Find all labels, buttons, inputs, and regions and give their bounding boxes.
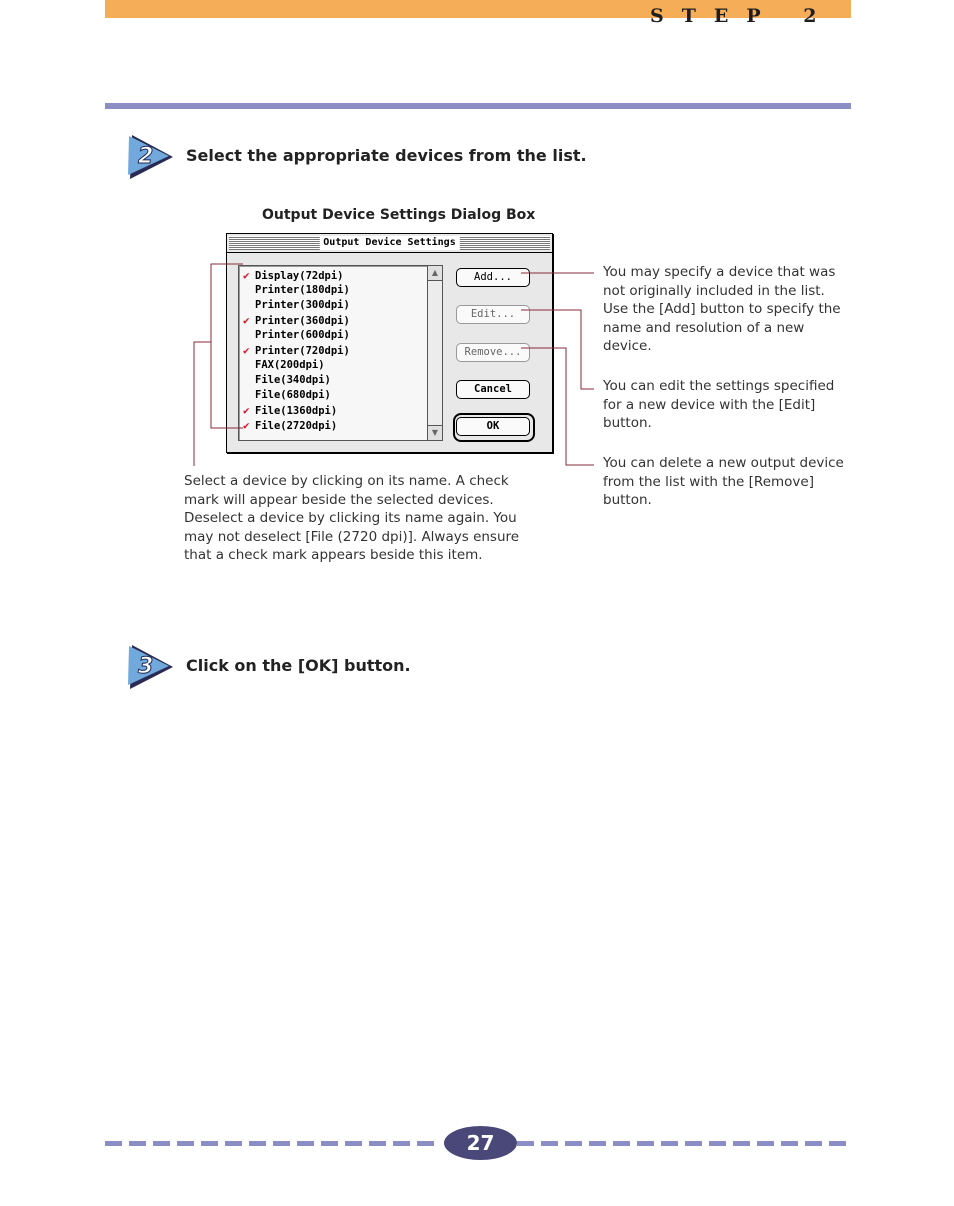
edit-button[interactable]: Edit...: [456, 305, 530, 324]
edit-button-note: [603, 377, 851, 433]
step-3-number: 3: [138, 654, 154, 679]
footer-dashes-left: [105, 1141, 445, 1146]
note-line: for a new device with the [Edit]: [603, 396, 816, 413]
note-line: Select a device by clicking on its name. A check: [184, 473, 509, 489]
device-label: File(1360dpi): [255, 405, 338, 417]
figure-caption: Output Device Settings Dialog Box: [262, 207, 536, 223]
note-line: that a check mark appears beside this item.: [184, 547, 483, 564]
device-label: Printer(300dpi): [255, 299, 350, 311]
add-button[interactable]: Add...: [456, 268, 530, 287]
scroll-down-arrow-icon[interactable]: ▼: [428, 425, 442, 440]
device-label: Printer(600dpi): [255, 329, 350, 341]
note-line: Deselect a device by clicking its name again. You: [184, 510, 517, 527]
remove-callout-line: [521, 348, 594, 465]
select-note-leader: [194, 342, 211, 466]
edit-callout-line: [521, 310, 594, 389]
note-line: name and resolution of a new: [603, 319, 805, 336]
note-line: You may specify a device that was: [603, 264, 836, 280]
device-label: File(680dpi): [255, 389, 331, 401]
note-line: from the list with the [Remove]: [603, 473, 814, 490]
note-line: may not deselect [File (2720 dpi)]. Always ensure: [184, 528, 520, 545]
step-2-number: 2: [138, 144, 154, 169]
device-label: Display(72dpi): [255, 270, 344, 282]
cancel-button[interactable]: Cancel: [456, 380, 530, 399]
device-label: Printer(720dpi): [255, 345, 350, 357]
note-line: You can edit the settings specified: [603, 378, 835, 394]
note-line: not originally included in the list.: [603, 282, 825, 299]
device-label: Printer(180dpi): [255, 284, 350, 296]
check-mark-icon: ✔: [243, 344, 250, 357]
step-heading: STEP 2: [650, 5, 835, 27]
footer-dashes-right: [517, 1141, 851, 1146]
check-mark-icon: ✔: [243, 269, 250, 282]
device-label: File(340dpi): [255, 374, 331, 386]
note-line: mark will appear beside the selected devices.: [184, 491, 494, 508]
note-line: device.: [603, 338, 652, 355]
scroll-up-arrow-icon[interactable]: ▲: [428, 266, 442, 281]
step-2-instruction: Select the appropriate devices from the list.: [186, 146, 587, 165]
check-mark-icon: ✔: [243, 419, 250, 432]
select-device-note: [184, 472, 524, 565]
note-line: Use the [Add] button to specify the: [603, 301, 841, 318]
device-label: File(2720dpi): [255, 420, 338, 432]
step-3-marker-icon: [125, 644, 175, 690]
device-list-bracket: [211, 264, 243, 428]
note-line: You can delete a new output device: [603, 455, 844, 471]
ok-button[interactable]: OK: [456, 417, 530, 436]
note-line: button.: [603, 415, 652, 432]
check-mark-icon: ✔: [243, 404, 250, 417]
page-number: 27: [466, 1131, 495, 1155]
remove-button[interactable]: Remove...: [456, 343, 530, 362]
remove-button-note: [603, 454, 851, 510]
step-3-instruction: Click on the [OK] button.: [186, 656, 411, 675]
check-mark-icon: ✔: [243, 314, 250, 327]
device-label: Printer(360dpi): [255, 315, 350, 327]
dialog-title: Output Device Settings: [319, 236, 459, 250]
device-label: FAX(200dpi): [255, 359, 325, 371]
note-line: button.: [603, 492, 652, 509]
add-button-note: [603, 263, 851, 356]
